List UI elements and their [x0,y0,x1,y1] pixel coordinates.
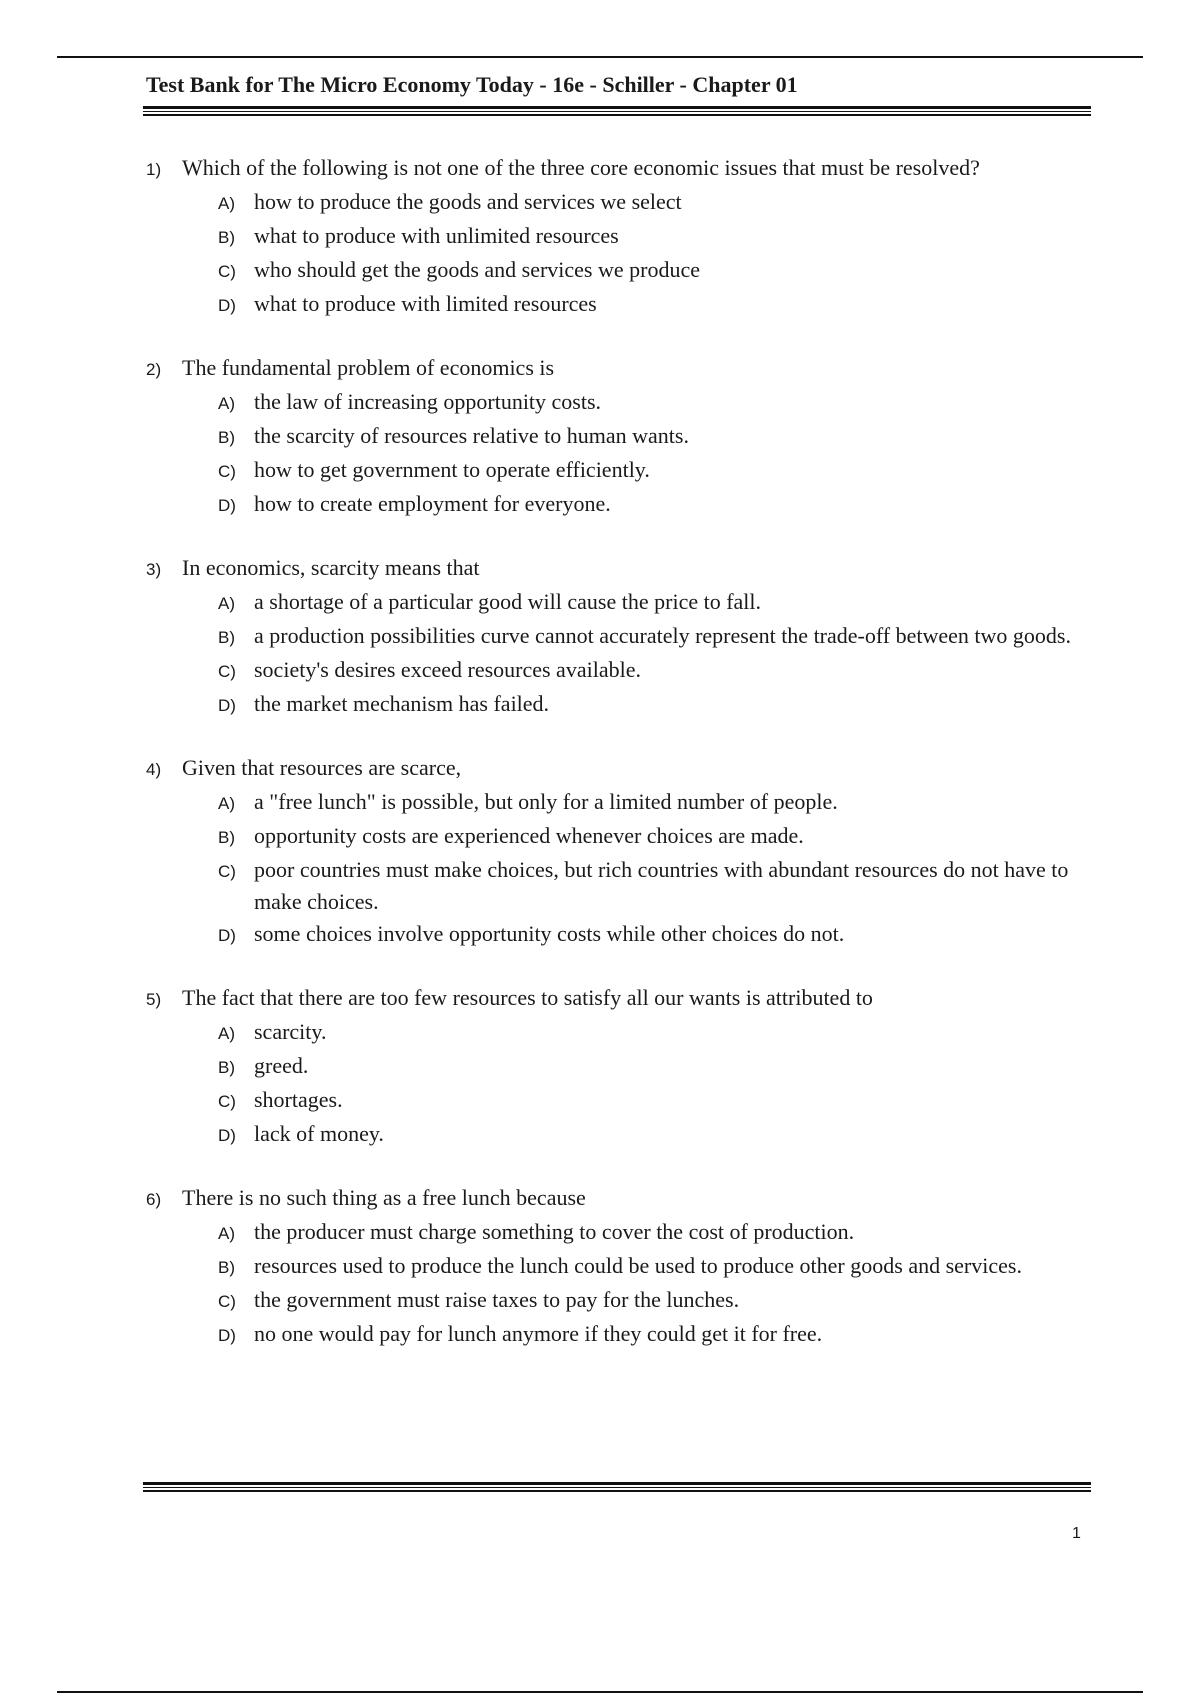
choice-d [218,288,1096,322]
choice-text: who should get the goods and services we produce [254,257,701,282]
choice-a [218,1216,1096,1250]
choice-letter: A) [218,794,235,813]
choice-text: what to produce with limited resources [254,291,597,316]
choice-d [218,1318,1096,1352]
choice-b [218,1250,1096,1284]
choice-text: a "free lunch" is possible, but only for a limited number of people. [254,789,838,814]
choice-letter: C) [218,862,236,881]
choice-letter: B) [218,1058,235,1077]
choice-b [218,420,1096,454]
choice-c [218,654,1096,688]
choice-d [218,918,1096,952]
choice-letter: C) [218,662,236,681]
choice-letter: B) [218,428,235,447]
choice-c [218,254,1096,288]
question-3 [146,552,1096,722]
choice-letter: D) [218,926,236,945]
choice-d [218,488,1096,522]
choice-text: the market mechanism has failed. [254,691,550,716]
choice-text: no one would pay for lunch anymore if they could get it for free. [254,1321,823,1346]
page-number: 1 [1072,1525,1081,1542]
choice-text: shortages. [254,1087,343,1112]
question-number: 4) [146,760,162,779]
choice-text: how to produce the goods and services we select [254,189,682,214]
choice-text: the law of increasing opportunity costs. [254,389,602,414]
question-number: 3) [146,560,162,579]
choice-text: the producer must charge something to cover the cost of production. [254,1219,855,1244]
choice-letter: C) [218,462,236,481]
header-double-rule [143,106,1091,116]
choice-a [218,786,1096,820]
choice-a [218,386,1096,420]
answer-choices [218,586,1096,722]
choice-letter: B) [218,228,235,247]
choice-c [218,854,1096,918]
question-list [146,152,1096,1382]
choice-text: how to get government to operate efficiently. [254,457,650,482]
question-number: 1) [146,160,162,179]
choice-text: how to create employment for everyone. [254,491,611,516]
choice-letter: C) [218,1292,236,1311]
question-number: 2) [146,360,162,379]
question-text: The fundamental problem of economics is [182,355,555,380]
choice-letter: B) [218,828,235,847]
choice-text: the scarcity of resources relative to human wants. [254,423,689,448]
choice-letter: A) [218,194,235,213]
footer-double-rule [143,1482,1091,1492]
choice-d [218,1118,1096,1152]
question-stem [146,752,1096,786]
answer-choices [218,386,1096,522]
choice-letter: C) [218,1092,236,1111]
choice-a [218,1016,1096,1050]
choice-letter: D) [218,296,236,315]
choice-letter: D) [218,1126,236,1145]
choice-a [218,186,1096,220]
question-number: 6) [146,1190,162,1209]
choice-b [218,1050,1096,1084]
choice-letter: B) [218,628,235,647]
choice-text: lack of money. [254,1121,384,1146]
question-2 [146,352,1096,522]
choice-text: resources used to produce the lunch could be used to produce other goods and services. [254,1253,1022,1278]
choice-c [218,1084,1096,1118]
answer-choices [218,186,1096,322]
answer-choices [218,786,1096,952]
choice-a [218,586,1096,620]
question-6 [146,1182,1096,1352]
page-top-border [57,56,1143,58]
choice-text: what to produce with unlimited resources [254,223,619,248]
choice-c [218,1284,1096,1318]
question-1 [146,152,1096,322]
choice-text: poor countries must make choices, but rich countries with abundant resources do not have to make choices. [254,857,1069,914]
choice-b [218,620,1096,654]
choice-letter: D) [218,696,236,715]
choice-text: some choices involve opportunity costs while other choices do not. [254,921,845,946]
question-stem [146,552,1096,586]
question-text: The fact that there are too few resources to satisfy all our wants is attributed to [182,985,873,1010]
question-text: In economics, scarcity means that [182,555,480,580]
choice-b [218,220,1096,254]
choice-letter: D) [218,496,236,515]
answer-choices [218,1016,1096,1152]
choice-letter: A) [218,394,235,413]
choice-letter: B) [218,1258,235,1277]
question-text: There is no such thing as a free lunch because [182,1185,586,1210]
answer-choices [218,1216,1096,1352]
question-5 [146,982,1096,1152]
question-4 [146,752,1096,952]
question-stem [146,1182,1096,1216]
choice-letter: A) [218,594,235,613]
choice-letter: A) [218,1224,235,1243]
question-text: Given that resources are scarce, [182,755,462,780]
document-title: Test Bank for The Micro Economy Today - 16e - Schiller - Chapter 01 [146,72,798,97]
choice-text: opportunity costs are experienced whenever choices are made. [254,823,804,848]
choice-text: a shortage of a particular good will cause the price to fall. [254,589,762,614]
question-number: 5) [146,990,162,1009]
choice-text: greed. [254,1053,309,1078]
page-bottom-border [57,1691,1143,1693]
question-stem [146,152,1096,186]
choice-d [218,688,1096,722]
choice-letter: C) [218,262,236,281]
choice-text: scarcity. [254,1019,327,1044]
choice-c [218,454,1096,488]
question-stem [146,352,1096,386]
question-stem [146,982,1096,1016]
choice-text: society's desires exceed resources available. [254,657,641,682]
choice-text: the government must raise taxes to pay for the lunches. [254,1287,740,1312]
choice-b [218,820,1096,854]
choice-letter: A) [218,1024,235,1043]
question-text: Which of the following is not one of the three core economic issues that must be resolved? [182,155,980,180]
choice-text: a production possibilities curve cannot accurately represent the trade-off between two goods. [254,623,1071,648]
choice-letter: D) [218,1326,236,1345]
